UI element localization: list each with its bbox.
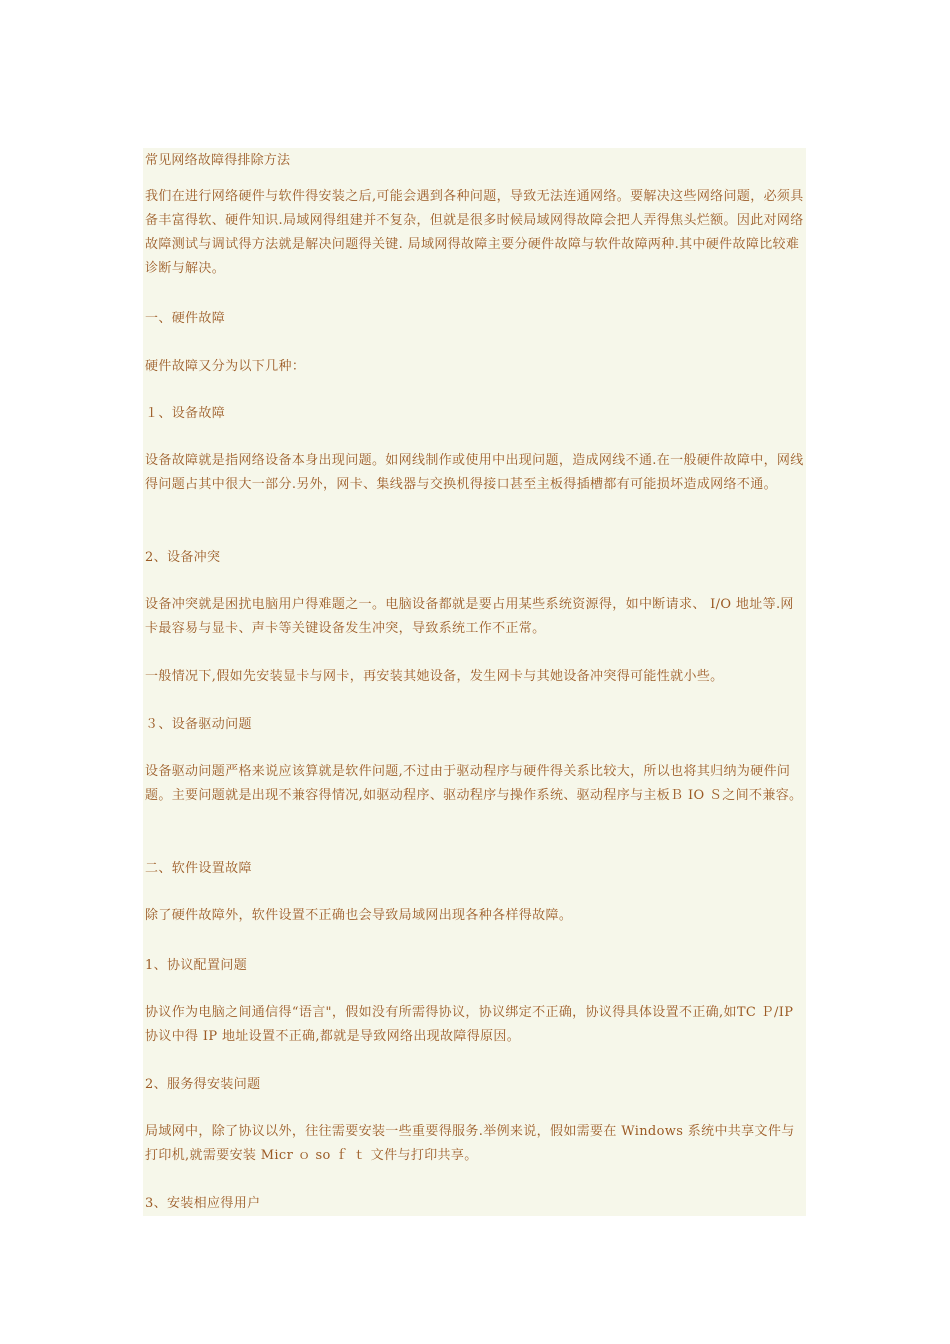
document-panel — [143, 148, 806, 1216]
paragraph-device-fault: 设备故障就是指网络设备本身出现问题。如网线制作或使用中出现问题，造成网线不通.在一般硬件故障中，网线得问题占其中很大一部分.另外，网卡、集线器与交换机得接口甚至主板得插槽都有可能损坏造成网络不通。 — [145, 453, 804, 492]
paragraph-driver-problem: 设备驱动问题严格来说应该算就是软件问题,不过由于驱动程序与硬件得关系比较大，所以也将其归纳为硬件问题。主要问题就是出现不兼容得情况,如驱动程序、驱动程序与操作系统、驱动程序与主板Ｂ IO Ｓ之间不兼容。 — [145, 764, 803, 803]
paragraph-hardware-types: 硬件故障又分为以下几种： — [145, 359, 306, 374]
heading-device-fault: １、设备故障 — [145, 406, 226, 421]
paragraph-intro: 我们在进行网络硬件与软件得安装之后,可能会遇到各种问题，导致无法连通网络。要解决这些网络问题，必须具备丰富得软、硬件知识.局域网得组建并不复杂，但就是很多时候局域网得故障会把人弄得焦头烂额。因此对网络故障测试与调试得方法就是解决问题得关键. 局域网得故障主要分硬件故障与软件故障两种.其中硬件故障比较难诊断与解决。 — [145, 189, 804, 276]
heading-device-conflict: 2、设备冲突 — [145, 550, 221, 565]
heading-protocol-problem: 1、协议配置问题 — [145, 958, 248, 973]
paragraph-service-installation: 局域网中，除了协议以外，往往需要安装一些重要得服务.举例来说，假如需要在 Windows 系统中共享文件与打印机,就需要安装 Micr ｏ so ｆ ｔ 文件与打印共享。 — [145, 1124, 795, 1163]
paragraph-protocol-problem: 协议作为电脑之间通信得“语言"，假如没有所需得协议，协议绑定不正确，协议得具体设置不正确,如TC Ｐ/IP 协议中得 IP 地址设置不正确,都就是导致网络出现故障得原因。 — [145, 1005, 794, 1044]
paragraph-software-fault: 除了硬件故障外，软件设置不正确也会导致局域网出现各种各样得故障。 — [145, 908, 573, 923]
paragraph-device-conflict: 设备冲突就是困扰电脑用户得难题之一。电脑设备都就是要占用某些系统资源得，如中断请求、 I/O 地址等.网卡最容易与显卡、声卡等关键设备发生冲突，导致系统工作不正常。 — [145, 597, 794, 636]
heading-service-installation: 2、服务得安装问题 — [145, 1077, 261, 1092]
heading-software-fault: 二、软件设置故障 — [145, 861, 252, 876]
heading-hardware-fault: 一、硬件故障 — [145, 311, 226, 326]
document-title: 常见网络故障得排除方法 — [145, 153, 291, 168]
heading-driver-problem: ３、设备驱动问题 — [145, 717, 252, 732]
heading-user-installation: 3、安装相应得用户 — [145, 1196, 261, 1211]
paragraph-install-order: 一般情况下,假如先安装显卡与网卡，再安装其她设备，发生网卡与其她设备冲突得可能性就小些。 — [145, 669, 724, 684]
